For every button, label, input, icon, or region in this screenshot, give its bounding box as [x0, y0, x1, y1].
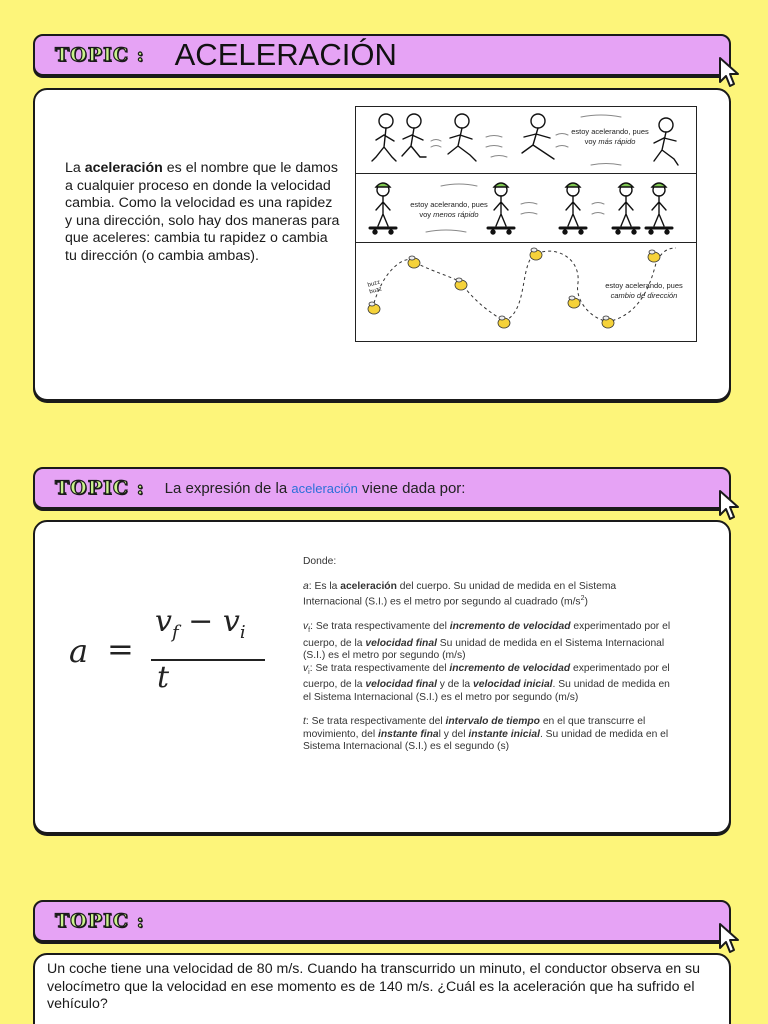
buzz-label: buzz buzz [367, 279, 383, 296]
topic-tag: TOPIC : [55, 44, 145, 66]
formula-numerator: $v_f - v_i$ [155, 604, 246, 643]
intro-paragraph: La aceleración es el nombre que le damos a cualquier proceso en donde la velocidad cambia. Como la velocidad es una rapidez y una dirección, solo hay dos maneras para que aceleres: cambia tu rapidez o cambia tu dirección (o cambia ambas). [65, 160, 340, 264]
keyword-aceleracion: aceleración [291, 480, 358, 496]
problem-card [33, 953, 731, 1024]
def-a: a: Es la aceleración del cuerpo. Su unidad de medida en el Sistema Internacional (S.I.) es el metro por segundo al cuadrado $(m/s^2)$ [303, 580, 617, 608]
cursor-icon [717, 922, 743, 956]
problem-statement: Un coche tiene una velocidad de 80 m/s. Cuando ha transcurrido un minuto, el conductor observa en su velocímetro que la velocidad en ese momento es de 140 m/s. ¿Cuál es la aceleración que ha sufrido el vehículo? [47, 961, 701, 1012]
panel3-caption-line1: estoy acelerando, pues [605, 281, 683, 290]
section-title: ACELERACIÓN [174, 37, 397, 72]
def-vf: $v_f$: Se trata respectivamente del incremento de velocidad experimentado por el cuerpo, de la velocidad final Su unidad de medida en el Sistema Internacional (S.I.) es el metro por segundo (m/s) [303, 621, 671, 662]
topic-tag: TOPIC : [55, 477, 145, 499]
formula-lhs: a [69, 632, 89, 670]
def-t: t: Se trata respectivamente del intervalo de tiempo en el que transcurre el movimiento, del instante final y del instante inicial. Su unidad de medida en el Sistema Internacional (S.I.) es el segundo (s) [303, 716, 669, 753]
panel2-caption-line1: estoy acelerando, pues [410, 200, 488, 209]
def-vi: $v_i$: Se trata respectivamente del incremento de velocidad experimentado por el cuerpo, de la velocidad final y de la velocidad inicial. Su unidad de medida en el Sistema Internacional (S.I.) es el metro por segundo (m/s) [303, 662, 670, 703]
formula-denominator: t [157, 660, 170, 695]
acceleration-comic [355, 106, 697, 342]
panel3-caption-emph: cambio de dirección [610, 291, 678, 300]
topic-bar-expresion [33, 467, 731, 509]
comic-panel-slower: estoy acelerando, pues voy menos rápido [356, 174, 696, 243]
comic-panel-faster: estoy acelerando, pues voy más rápido [356, 107, 696, 174]
topic-bar-aceleracion [33, 34, 731, 76]
variable-definitions [303, 556, 673, 766]
panel2-caption-emph: menos rápido [433, 210, 479, 219]
comic-panel-direction [356, 243, 696, 341]
cursor-icon [717, 489, 743, 523]
section-title: La expresión de la aceleración viene dada por: [164, 479, 466, 497]
cursor-icon [717, 56, 743, 90]
panel1-caption-line1: estoy acelerando, pues [571, 127, 649, 136]
topic-bar-problema [33, 900, 731, 942]
acceleration-formula [65, 604, 275, 704]
topic-tag: TOPIC : [55, 910, 145, 932]
formula-card [33, 520, 731, 834]
keyword-aceleracion: aceleración [84, 160, 163, 176]
donde-label: Donde: [303, 556, 337, 567]
panel1-caption-emph: más rápido [598, 137, 636, 146]
formula-eq: = [107, 630, 134, 668]
intro-card [33, 88, 731, 401]
